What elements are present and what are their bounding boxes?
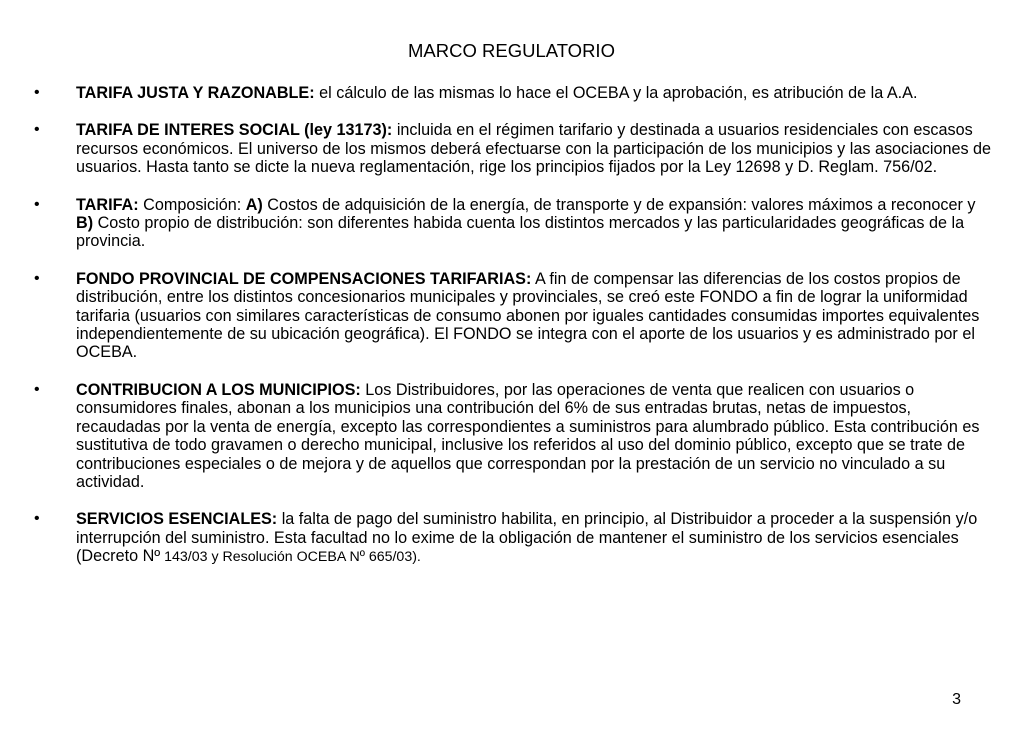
- bullet-tarifa-interes-social: [34, 121, 996, 176]
- bullet-contribucion-municipios: [34, 381, 996, 491]
- bullet-text: Costo propio de distribución: son diferentes habida cuenta los distintos mercados y las particularidades geográficas de la provincia.: [76, 214, 965, 251]
- bullet-label-b: B): [76, 214, 94, 233]
- bullet-marker: •: [34, 195, 40, 213]
- slide-title: MARCO REGULATORIO: [408, 40, 615, 61]
- bullet-text: Los Distribuidores, por las operaciones de venta que realicen con usuarios o consumidores finales, abonan a los municipios una contribución del 6% de sus entradas brutas, netas de impuestos, recaudadas por la venta de energía, excepto las correspondientes a suministros para alumbrado público. Esta contribución es sustitutiva de todo gravamen o derecho municipal, inclusive los referidos al uso del dominio público, excepto que se trate de contribuciones especiales o de mejora y de aquellos que correspondan por la prestación de un servicio no vinculado a su actividad.: [76, 380, 980, 491]
- bullet-text: Costos de adquisición de la energía, de transporte y de expansión: valores máximos a reconocer y: [262, 195, 976, 214]
- bullet-heading: TARIFA JUSTA Y RAZONABLE:: [76, 84, 315, 102]
- bullet-text: Composición:: [138, 195, 246, 214]
- bullet-heading: TARIFA DE INTERES SOCIAL (ley 13173):: [76, 121, 393, 140]
- bullet-text-small: 143/03 y Resolución OCEBA Nº 665/03).: [160, 549, 421, 566]
- bullet-tarifa: [34, 196, 996, 251]
- bullet-heading: SERVICIOS ESENCIALES:: [76, 510, 278, 529]
- bullet-list: [34, 84, 996, 586]
- bullet-tarifa-justa: [34, 84, 996, 102]
- bullet-heading: TARIFA:: [76, 195, 139, 214]
- bullet-heading: CONTRIBUCION A LOS MUNICIPIOS:: [76, 380, 361, 399]
- bullet-marker: •: [34, 510, 40, 528]
- bullet-servicios-esenciales: [34, 510, 996, 566]
- bullet-text: A fin de compensar las diferencias de los costos propios de distribución, entre los distintos concesionarios municipales y provinciales, se creó este FONDO a fin de lograr la uniformidad tarifaria (usuarios con similares características de consumo abonen por iguales cantidades consumidas importes equivalentes independientemente de su ubicación geográfica). El FONDO se integra con el aporte de los usuarios y es administrado por el OCEBA.: [76, 269, 980, 362]
- bullet-marker: •: [34, 380, 40, 398]
- bullet-fondo-provincial: [34, 270, 996, 362]
- bullet-heading: FONDO PROVINCIAL DE COMPENSACIONES TARIFARIAS:: [76, 269, 532, 288]
- bullet-text: incluida en el régimen tarifario y destinada a usuarios residenciales con escasos recursos económicos. El universo de los mismos deberá efectuarse con la participación de los municipios y las asociaciones de usuarios. Hasta tanto se dicte la nueva reglamentación, rige los principios fijados por la Ley 12698 y D. Reglam. 756/02.: [76, 121, 992, 177]
- bullet-marker: •: [34, 121, 40, 139]
- bullet-text: el cálculo de las mismas lo hace el OCEBA y la aprobación, es atribución de la A.A.: [314, 84, 918, 102]
- page-number: 3: [952, 691, 961, 708]
- bullet-label-a: A): [245, 195, 263, 214]
- bullet-marker: •: [34, 84, 40, 101]
- bullet-text: la falta de pago del suministro habilita, en principio, al Distribuidor a proceder a la suspensión y/o interrupción del suministro. Esta facultad no lo exime de la obligación de mantener el suministro de los servicios esenciales (Decreto Nº: [76, 510, 978, 566]
- bullet-marker: •: [34, 269, 40, 287]
